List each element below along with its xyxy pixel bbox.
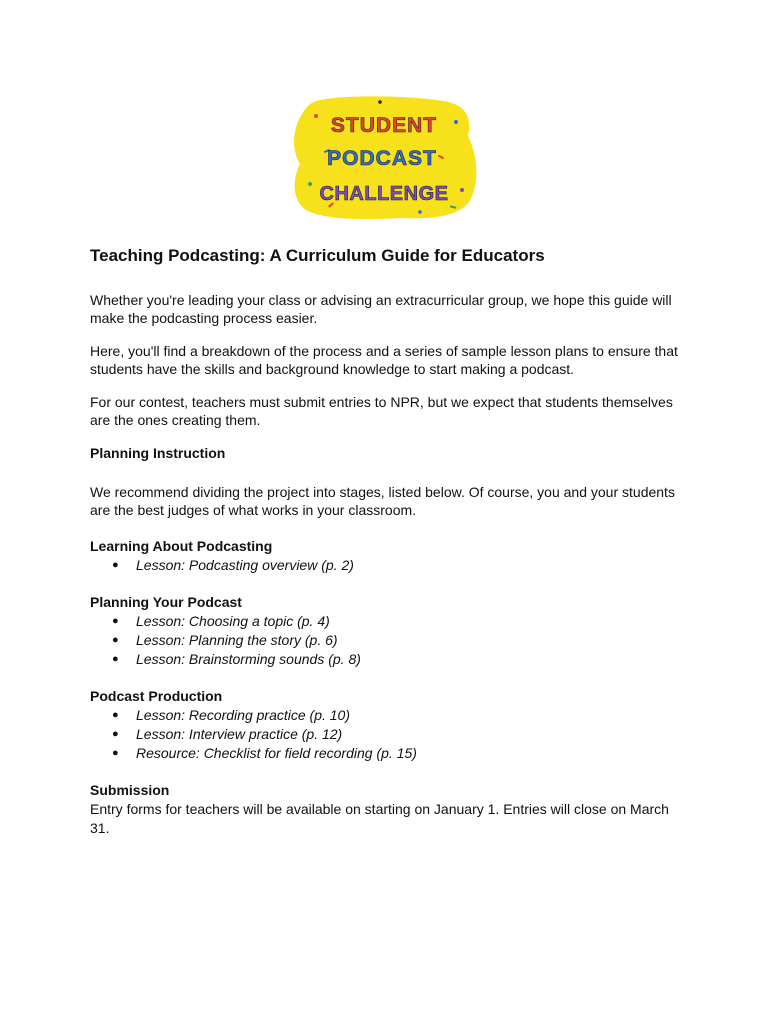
lesson-item	[90, 706, 680, 725]
logo-line-2: PODCAST	[327, 147, 437, 170]
planning-heading: Planning Instruction	[90, 445, 226, 461]
section-production	[90, 688, 680, 763]
lesson-item-text: Lesson: Recording practice (p. 10)	[136, 707, 350, 723]
bullet-icon: ●	[112, 728, 119, 740]
intro-paragraph: For our contest, teachers must submit entries to NPR, but we expect that students themselves are the ones creating them.	[90, 394, 673, 428]
student-podcast-challenge-logo	[280, 92, 488, 222]
bullet-icon: ●	[112, 709, 119, 721]
lesson-item-text: Lesson: Podcasting overview (p. 2)	[136, 557, 354, 573]
lesson-item-text: Resource: Checklist for field recording (p. 15)	[136, 745, 417, 761]
submission-heading: Submission	[90, 782, 170, 798]
logo-graphic	[280, 92, 488, 222]
bullet-icon: ●	[112, 634, 119, 646]
lesson-item	[90, 725, 680, 744]
document-title: Teaching Podcasting: A Curriculum Guide for Educators	[90, 246, 545, 265]
document-content	[90, 246, 680, 857]
intro-paragraph: Whether you're leading your class or advising an extracurricular group, we hope this guide will make the podcasting process easier.	[90, 292, 672, 326]
section-heading: Planning Your Podcast	[90, 594, 242, 610]
section-learning	[90, 538, 680, 575]
bullet-icon: ●	[112, 615, 119, 627]
bullet-icon: ●	[112, 747, 119, 759]
bullet-icon: ●	[112, 653, 119, 665]
lesson-list	[90, 612, 680, 669]
bullet-icon: ●	[112, 559, 119, 571]
section-submission	[90, 782, 680, 838]
lesson-item	[90, 631, 680, 650]
lesson-item-text: Lesson: Choosing a topic (p. 4)	[136, 613, 330, 629]
lesson-item-text: Lesson: Brainstorming sounds (p. 8)	[136, 651, 361, 667]
submission-paragraph: Entry forms for teachers will be available on starting on January 1. Entries will close on March 31.	[90, 801, 669, 836]
lesson-item	[90, 650, 680, 669]
logo-line-3: CHALLENGE	[319, 183, 449, 205]
lesson-item-text: Lesson: Planning the story (p. 6)	[136, 632, 338, 648]
lesson-item	[90, 612, 680, 631]
lesson-item	[90, 556, 680, 575]
lesson-item	[90, 744, 680, 763]
logo-line-1: STUDENT	[330, 114, 438, 137]
planning-paragraph: We recommend dividing the project into stages, listed below. Of course, you and your students are the best judges of what works in your classroom.	[90, 484, 675, 518]
section-heading: Learning About Podcasting	[90, 538, 273, 554]
lesson-list	[90, 706, 680, 763]
intro-paragraph: Here, you'll find a breakdown of the process and a series of sample lesson plans to ensure that students have the skills and background knowledge to start making a podcast.	[90, 343, 678, 377]
lesson-list	[90, 556, 680, 575]
section-heading: Podcast Production	[90, 688, 223, 704]
lesson-item-text: Lesson: Interview practice (p. 12)	[136, 726, 343, 742]
section-planning	[90, 594, 680, 669]
